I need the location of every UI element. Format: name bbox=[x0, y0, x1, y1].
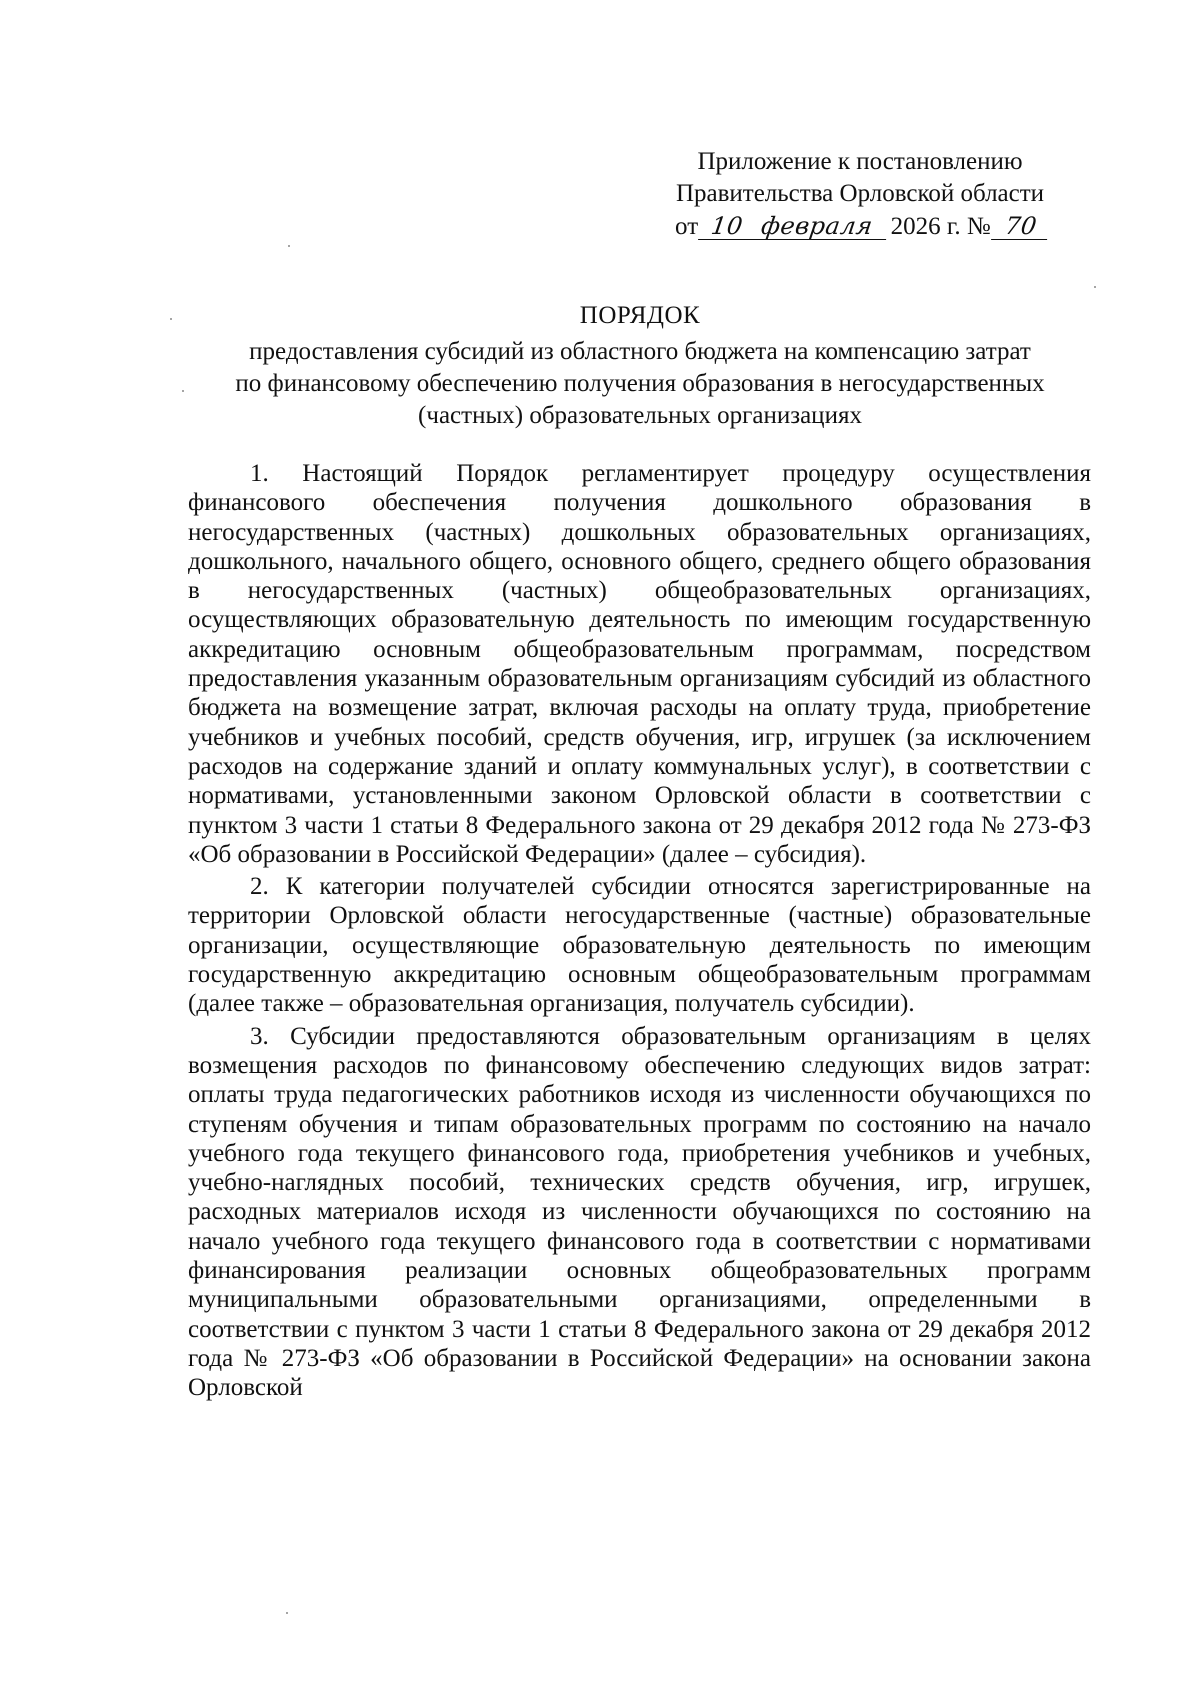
appendix-line-2: Правительства Орловской области bbox=[675, 180, 1045, 207]
handwritten-day: 10 bbox=[702, 210, 752, 242]
date-year: 2026 г. bbox=[890, 213, 961, 240]
document-body bbox=[188, 459, 1091, 1403]
document-title bbox=[180, 300, 1100, 432]
appendix-line-1: Приложение к постановлению bbox=[697, 148, 1023, 175]
handwritten-number: 70 bbox=[995, 210, 1047, 242]
scan-speck bbox=[1094, 286, 1096, 288]
paragraph-2: 2. К категории получателей субсидии относятся зарегистрированные на территории Орловской области негосударственные (частные) образовательные организации, осуществляющие образовательную деятельность по имеющим государственную аккредитацию основным общеобразовательным программам (далее также – образовательная организация, получатель субсидии). bbox=[188, 873, 1091, 1018]
scan-speck bbox=[170, 318, 172, 320]
handwritten-month: февраля bbox=[748, 210, 886, 242]
number-label: № bbox=[966, 213, 991, 240]
title-heading: ПОРЯДОК bbox=[579, 302, 701, 329]
paragraph-3: 3. Субсидии предоставляются образовательным организациям в целях возмещения расходов по финансовому обеспечению следующих видов затрат: оплаты труда педагогических работников исходя из численности обучающихся по ступеням обучения и типам образовательных программ по состоянию на начало учебного года текущего финансового года, приобретения учебников и учебных, учебно-наглядных пособий, технических средств обучения, игр, игрушек, расходных материалов исходя из численности обучающихся по состоянию на начало учебного года текущего финансового года в соответствии с нормативами финансирования реализации основных общеобразовательных программ муниципальными образовательными организациями, определенными в соответствии с пунктом 3 части 1 статьи 8 Федерального закона от 29 декабря 2012 года № 273-ФЗ «Об образовании в Российской Федерации» на основании закона Орловской bbox=[188, 1022, 1091, 1402]
scan-speck bbox=[286, 1612, 288, 1614]
scan-speck bbox=[182, 390, 184, 392]
scan-speck bbox=[288, 245, 290, 247]
subtitle-line-2: по финансовому обеспечению получения образования в негосударственных bbox=[235, 370, 1045, 397]
subtitle-line-3: (частных) образовательных организациях bbox=[418, 402, 862, 429]
subtitle-line-1: предоставления субсидий из областного бюджета на компенсацию затрат bbox=[249, 338, 1031, 365]
appendix-header bbox=[640, 146, 1080, 243]
paragraph-1: 1. Настоящий Порядок регламентирует процедуру осуществления финансового обеспечения получения дошкольного образования в негосударственных (частных) дошкольных образовательных организациях, дошкольного, начального общего, основного общего, среднего общего образования в негосударственных (частных) общеобразовательных организациях, осуществляющих образовательную деятельность по имеющим государственную аккредитацию основным общеобразовательным программам, посредством предоставления указанным образовательным организациям субсидий из областного бюджета на возмещение затрат, включая расходы на оплату труда, приобретение учебников и учебных пособий, средств обучения, игр, игрушек (за исключением расходов на содержание зданий и оплату коммунальных услуг), в соответствии с нормативами, установленными законом Орловской области в соответствии с пунктом 3 части 1 статьи 8 Федерального закона от 29 декабря 2012 года № 273-ФЗ «Об образовании в Российской Федерации» (далее – субсидия). bbox=[188, 460, 1091, 868]
appendix-date-line bbox=[640, 210, 1080, 243]
date-prefix: от bbox=[675, 213, 699, 240]
